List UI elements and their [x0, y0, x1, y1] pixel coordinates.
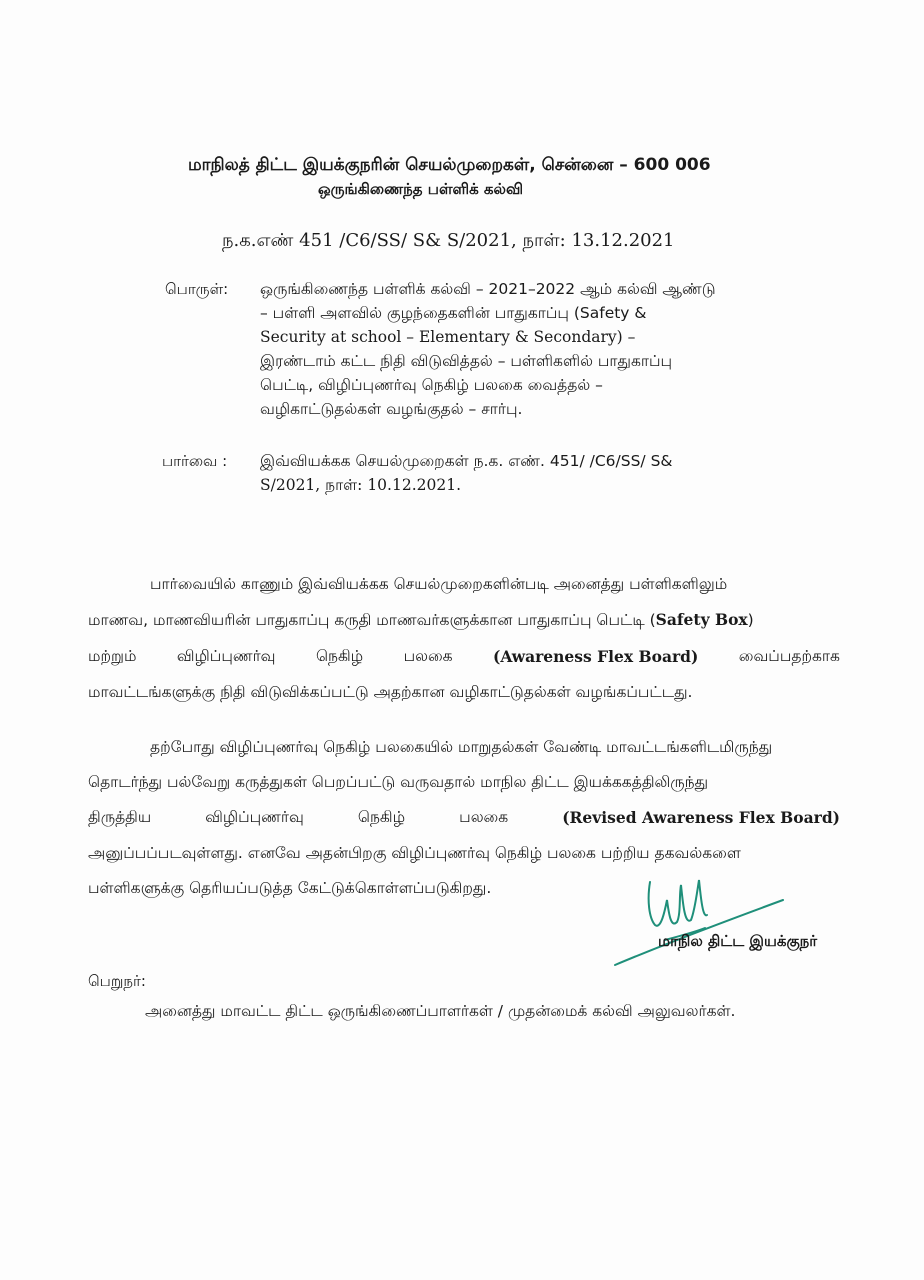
reference-line-2: S/2021, நாள்: 10.12.2021.: [260, 476, 461, 494]
signature-title: மாநில திட்ட இயக்குநர்: [658, 932, 818, 950]
recipients-label: பெறுநர்:: [88, 972, 146, 990]
para1-line-3: [88, 647, 840, 667]
para2-word: திருத்திய: [88, 808, 152, 826]
subject-line-3: Security at school – Elementary & Secondary) –: [260, 328, 636, 346]
reference-line-1: இவ்வியக்கக செயல்முறைகள் ந.க. எண். 451/ /C6/SS/ S&: [260, 452, 673, 470]
subject-line-1: ஒருங்கிணைந்த பள்ளிக் கல்வி – 2021–2022 ஆம் கல்வி ஆண்டு: [260, 280, 716, 298]
recipients-text: அனைத்து மாவட்ட திட்ட ஒருங்கிணைப்பாளர்கள் / முதன்மைக் கல்வி அலுவலர்கள்.: [145, 1002, 736, 1020]
para1-line-1: பார்வையில் காணும் இவ்வியக்கக செயல்முறைகளின்படி அனைத்து பள்ளிகளிலும்: [150, 575, 728, 593]
reference-label: பார்வை :: [162, 452, 228, 470]
para1-word: மற்றும்: [88, 647, 137, 665]
para2-line-4: அனுப்பப்படவுள்ளது. எனவே அதன்பிறகு விழிப்புணர்வு நெகிழ் பலகை பற்றிய தகவல்களை: [88, 844, 741, 862]
para1-awareness-flex-board: (Awareness Flex Board): [493, 647, 699, 666]
para2-word: விழிப்புணர்வு: [205, 808, 304, 826]
subject-line-2: – பள்ளி அளவில் குழந்தைகளின் பாதுகாப்பு (Safety &: [260, 304, 647, 322]
para2-line-1: தற்போது விழிப்புணர்வு நெகிழ் பலகையில் மாறுதல்கள் வேண்டி மாவட்டங்களிடமிருந்து: [150, 738, 773, 756]
para1-word: பலகை: [403, 647, 453, 665]
para1-safety-box: Safety Box: [655, 610, 748, 629]
para1-word: வைப்பதற்காக: [738, 647, 840, 665]
para2-word: பலகை: [459, 808, 509, 826]
reference-number: ந.க.எண் 451 /C6/SS/ S& S/2021, நாள்: 13.12.2021: [222, 230, 675, 251]
subject-line-5: பெட்டி, விழிப்புணர்வு நெகிழ் பலகை வைத்தல் –: [260, 376, 603, 394]
para2-line-5: பள்ளிகளுக்கு தெரியப்படுத்த கேட்டுக்கொள்ளப்படுகிறது.: [88, 879, 492, 897]
para1-word: நெகிழ்: [315, 647, 364, 665]
para2-line-3: [88, 808, 840, 828]
signature-scribble: [605, 870, 795, 980]
para2-revised-flex-board: (Revised Awareness Flex Board): [562, 808, 840, 827]
subject-label: பொருள்:: [165, 280, 229, 298]
para1-line-2: [88, 610, 754, 631]
para2-line-2: தொடர்ந்து பல்வேறு கருத்துகள் பெறப்பட்டு வருவதால் மாநில திட்ட இயக்ககத்திலிருந்து: [88, 773, 709, 791]
para2-word: நெகிழ்: [357, 808, 406, 826]
para1-line-2-text: மாணவ, மாணவியரின் பாதுகாப்பு கருதி மாணவர்களுக்கான பாதுகாப்பு பெட்டி (: [88, 611, 656, 629]
para1-line-2-close: ): [747, 611, 754, 629]
para1-word: விழிப்புணர்வு: [176, 647, 276, 665]
subject-line-4: இரண்டாம் கட்ட நிதி விடுவித்தல் – பள்ளிகளில் பாதுகாப்பு: [260, 352, 673, 370]
para1-line-4: மாவட்டங்களுக்கு நிதி விடுவிக்கப்பட்டு அதற்கான வழிகாட்டுதல்கள் வழங்கப்பட்டது.: [88, 683, 693, 701]
subject-line-6: வழிகாட்டுதல்கள் வழங்குதல் – சார்பு.: [260, 400, 523, 418]
header-office: மாநிலத் திட்ட இயக்குநரின் செயல்முறைகள், சென்னை – 600 006: [188, 155, 711, 175]
header-department: ஒருங்கிணைந்த பள்ளிக் கல்வி: [318, 180, 524, 198]
